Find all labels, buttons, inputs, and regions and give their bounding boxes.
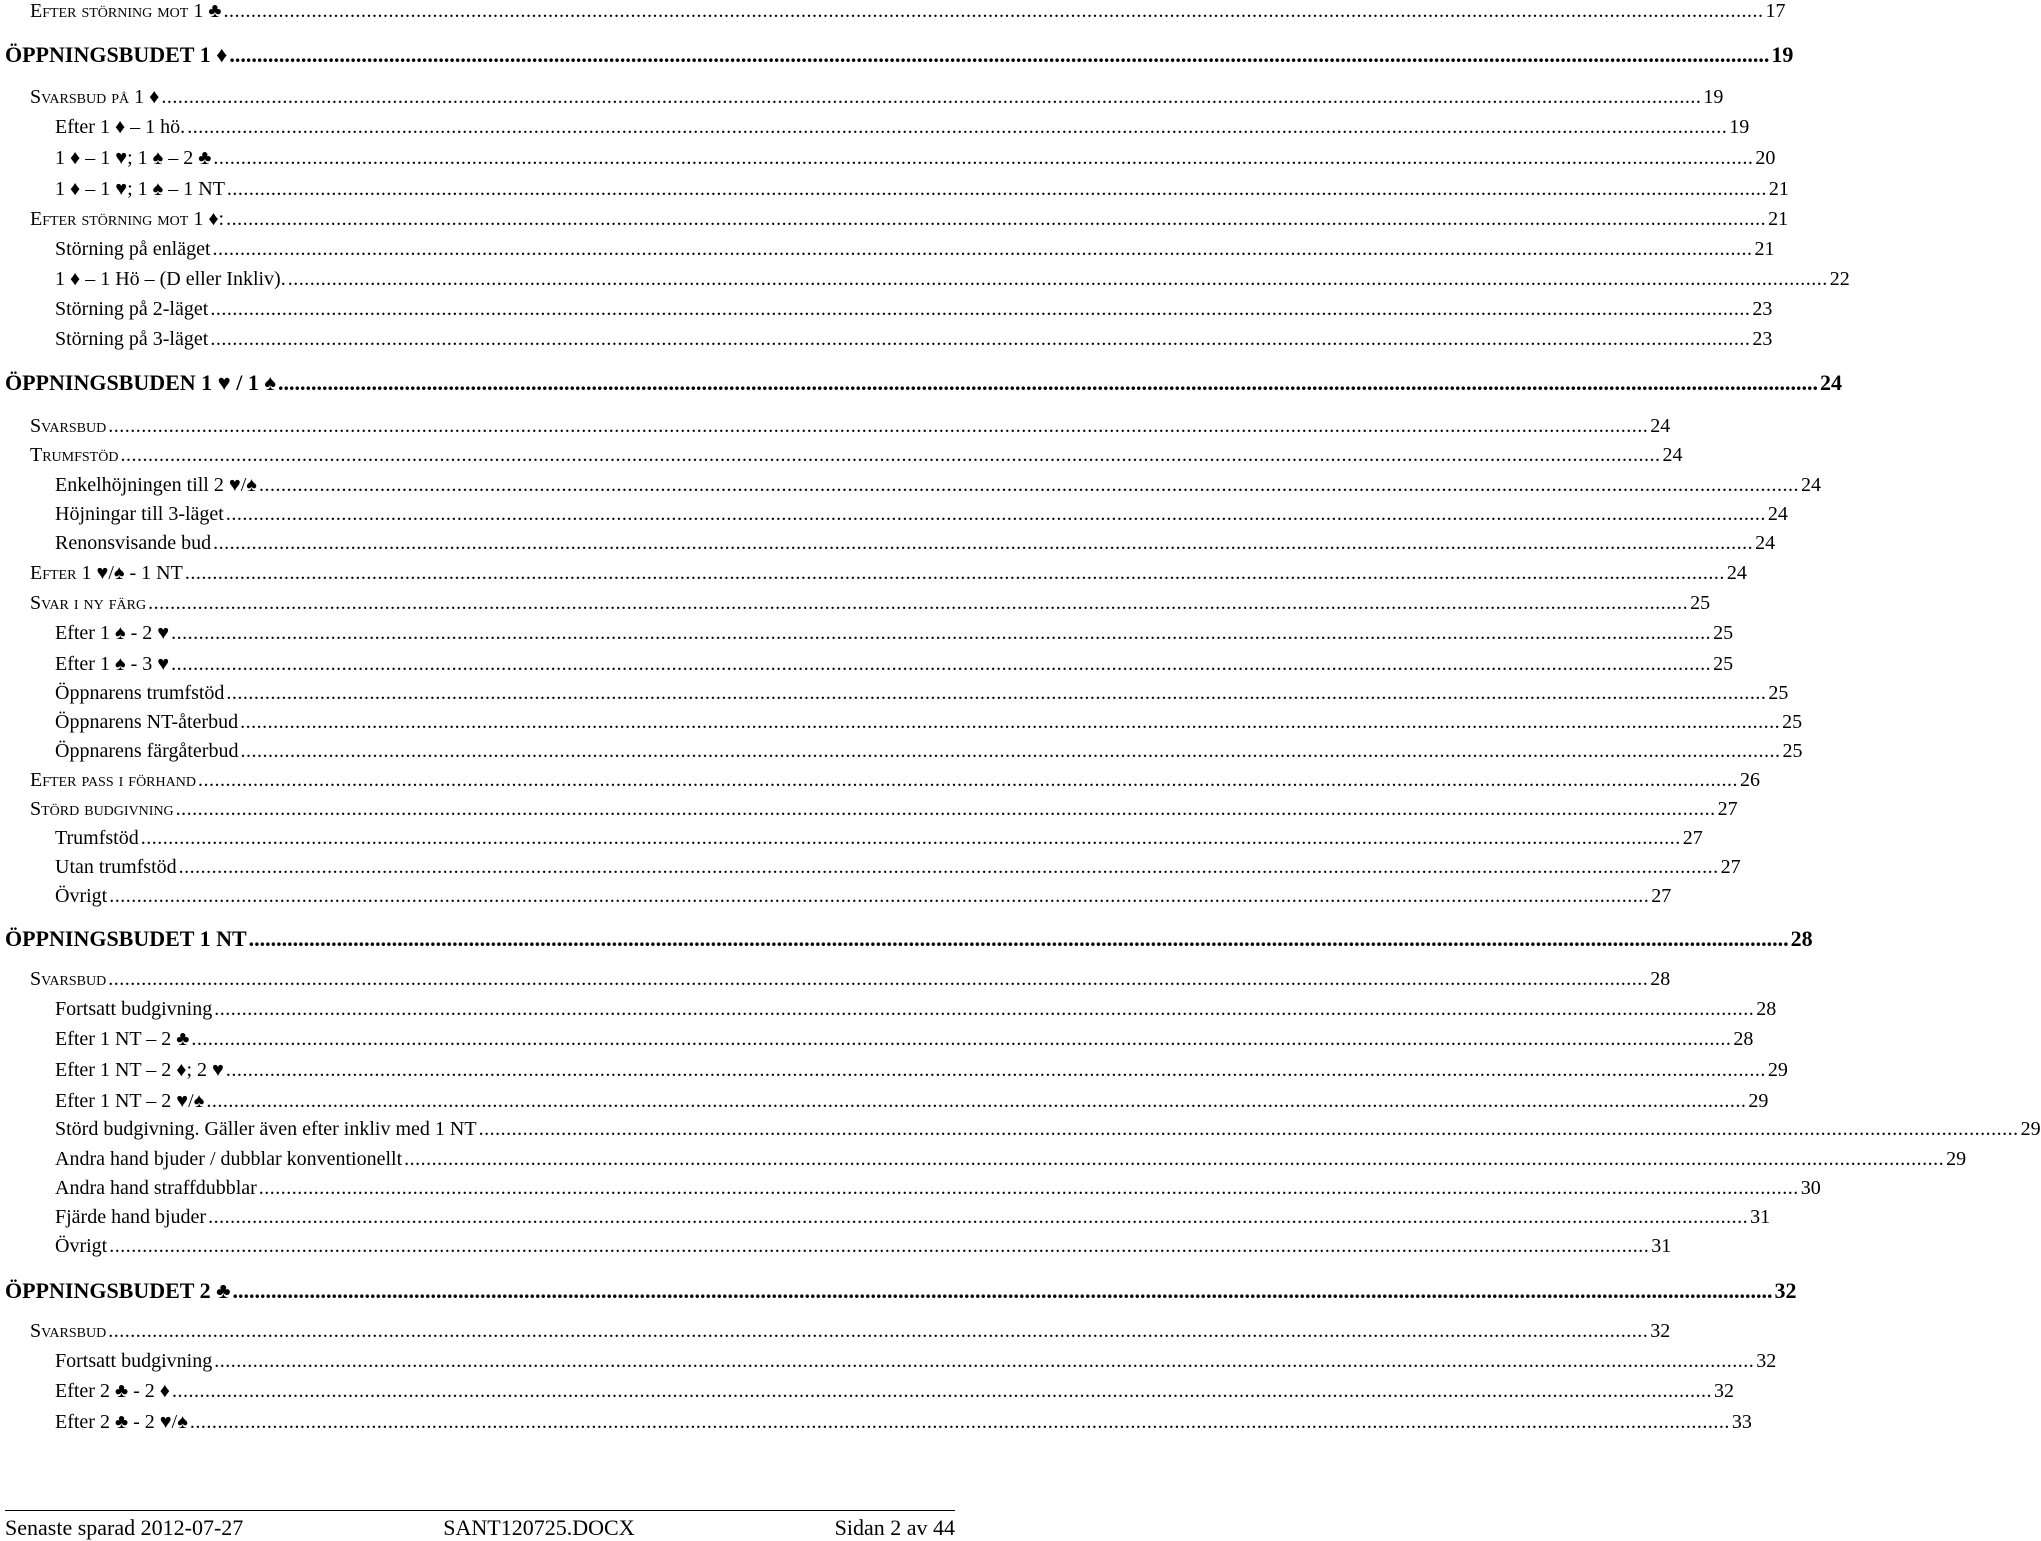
toc-dot-leader (172, 1380, 1712, 1403)
toc-entry[interactable] (0, 711, 1803, 734)
toc-entry-title: Efter 1 ♦ – 1 hö. (55, 116, 186, 138)
toc-entry-page: 25 (1690, 592, 1711, 614)
toc-entry[interactable] (0, 86, 1724, 109)
toc-entry-title: Fortsatt budgivning (55, 998, 213, 1020)
toc-entry[interactable] (0, 885, 1672, 908)
toc-entry-page: 24 (1650, 415, 1671, 437)
toc-entry-title: Störd budgivning. Gäller även efter inkliv med 1 NT (55, 1118, 477, 1140)
toc-entry-page: 25 (1782, 711, 1803, 733)
toc-entry-title: Enkelhöjningen till 2 ♥/♠ (55, 474, 257, 496)
toc-entry-title: ÖPPNINGSBUDEN 1 ♥ / 1 ♠ (5, 370, 277, 395)
toc-entry-page: 26 (1739, 769, 1760, 791)
toc-entry-page: 25 (1782, 740, 1803, 762)
toc-entry-page: 32 (1650, 1320, 1671, 1342)
toc-dot-leader (223, 0, 1763, 23)
toc-dot-leader (213, 532, 1753, 555)
toc-entry[interactable] (0, 298, 1773, 321)
toc-entry-page: 19 (1729, 116, 1750, 138)
toc-entry-title: Trumfstöd (55, 827, 139, 849)
toc-entry-page: 24 (1662, 444, 1683, 466)
toc-entry-page: 27 (1717, 798, 1738, 820)
toc-entry[interactable] (0, 968, 1671, 991)
toc-entry-title: Andra hand bjuder / dubblar konventionellt (55, 1148, 403, 1170)
toc-entry-page: 21 (1768, 178, 1789, 200)
toc-dot-leader (233, 1278, 1773, 1304)
toc-entry[interactable] (0, 653, 1734, 676)
toc-entry[interactable] (0, 856, 1741, 879)
toc-entry[interactable] (0, 415, 1671, 438)
toc-entry-title: Efter 1 ♥/♠ - 1 NT (30, 562, 183, 584)
toc-entry-title: Renonsvisande bud (55, 532, 212, 554)
toc-entry-title: Svar i ny färg (30, 592, 147, 614)
toc-entry-page: 25 (1713, 622, 1734, 644)
toc-entry-title: Öppnarens färgåterbud (55, 740, 239, 762)
toc-entry-page: 28 (1790, 926, 1813, 951)
toc-entry[interactable] (0, 503, 1788, 526)
toc-entry[interactable] (0, 116, 1750, 139)
toc-dot-leader (213, 238, 1753, 261)
toc-entry-page: 31 (1651, 1235, 1672, 1257)
toc-entry[interactable] (0, 1059, 1788, 1082)
toc-dot-leader (108, 968, 1648, 991)
toc-entry[interactable] (0, 42, 1794, 68)
toc-dot-leader (171, 653, 1711, 676)
toc-entry-page: 27 (1720, 856, 1741, 878)
toc-entry-title: Efter 1 ♠ - 2 ♥ (55, 622, 170, 644)
toc-entry[interactable] (0, 1206, 1771, 1229)
toc-dot-leader (141, 827, 1681, 850)
toc-entry-page: 29 (2020, 1118, 2041, 1140)
toc-dot-leader (210, 328, 1750, 351)
toc-entry-title: ÖPPNINGSBUDET 2 ♣ (5, 1278, 231, 1303)
toc-entry-page: 25 (1768, 682, 1789, 704)
toc-entry[interactable] (0, 798, 1738, 821)
toc-entry-page: 19 (1771, 42, 1794, 67)
footer-filename: SANT120725.DOCX (443, 1515, 635, 1540)
toc-entry-title: Störd budgivning (30, 798, 174, 820)
toc-dot-leader (404, 1148, 1944, 1171)
toc-dot-leader (108, 1320, 1648, 1343)
toc-dot-leader (109, 1235, 1649, 1258)
toc-entry-title: Svarsbud (30, 968, 107, 990)
toc-entry[interactable] (0, 1090, 1769, 1113)
toc-dot-leader (161, 86, 1701, 109)
toc-entry-title: Störning på 2-läget (55, 298, 209, 320)
toc-entry[interactable] (0, 682, 1789, 705)
toc-dot-leader (206, 1090, 1746, 1113)
toc-dot-leader (249, 926, 1789, 952)
toc-entry-title: Andra hand straffdubblar (55, 1177, 257, 1199)
toc-entry-title: Öppnarens NT-återbud (55, 711, 239, 733)
toc-entry-page: 24 (1820, 370, 1843, 395)
toc-dot-leader (109, 885, 1649, 908)
toc-dot-leader (227, 178, 1767, 201)
toc-entry[interactable] (0, 1235, 1672, 1258)
toc-dot-leader (179, 856, 1719, 879)
toc-entry[interactable] (0, 0, 1786, 23)
toc-dot-leader (185, 562, 1725, 585)
toc-entry-page: 24 (1726, 562, 1747, 584)
toc-dot-leader (214, 1350, 1754, 1373)
toc-entry-title: 1 ♦ – 1 ♥; 1 ♠ – 2 ♣ (55, 147, 212, 169)
toc-entry[interactable] (0, 238, 1775, 261)
toc-entry-title: Fjärde hand bjuder (55, 1206, 207, 1228)
toc-entry-title: Efter 1 NT – 2 ♦; 2 ♥ (55, 1059, 224, 1081)
toc-entry-page: 22 (1829, 268, 1850, 290)
toc-entry-title: Efter 1 ♠ - 3 ♥ (55, 653, 170, 675)
toc-entry-title: Efter pass i förhand (30, 769, 196, 791)
toc-entry[interactable] (0, 998, 1777, 1021)
toc-entry[interactable] (0, 740, 1803, 763)
toc-entry-title: Övrigt (55, 1235, 108, 1257)
toc-entry-page: 28 (1756, 998, 1777, 1020)
toc-dot-leader (176, 798, 1716, 821)
toc-entry-title: Svarsbud (30, 1320, 107, 1342)
toc-dot-leader (190, 1411, 1730, 1434)
toc-entry[interactable] (0, 1028, 1754, 1051)
toc-entry-page: 29 (1748, 1090, 1769, 1112)
toc-entry[interactable] (0, 769, 1760, 792)
toc-entry-title: Svarsbud (30, 415, 107, 437)
toc-entry-page: 23 (1752, 298, 1773, 320)
footer-saved-date: Senaste sparad 2012-07-27 (5, 1515, 244, 1540)
toc-entry-title: Övrigt (55, 885, 108, 907)
toc-dot-leader (240, 740, 1780, 763)
toc-entry-title: Efter 2 ♣ - 2 ♦ (55, 1380, 170, 1402)
toc-entry-title: Höjningar till 3-läget (55, 503, 224, 525)
toc-dot-leader (214, 998, 1754, 1021)
toc-dot-leader (108, 415, 1648, 438)
toc-entry[interactable] (0, 268, 1850, 291)
toc-entry-title: Svarsbud på 1 ♦ (30, 86, 160, 108)
toc-entry-page: 19 (1703, 86, 1724, 108)
toc-dot-leader (148, 592, 1688, 615)
toc-entry-page: 28 (1650, 968, 1671, 990)
toc-entry-page: 17 (1765, 0, 1786, 22)
toc-entry-page: 32 (1774, 1278, 1797, 1303)
toc-entry-page: 28 (1733, 1028, 1754, 1050)
toc-entry[interactable] (0, 592, 1711, 615)
toc-entry[interactable] (0, 474, 1821, 497)
toc-dot-leader (259, 1177, 1799, 1200)
toc-dot-leader (259, 474, 1799, 497)
toc-entry[interactable] (0, 444, 1683, 467)
toc-entry[interactable] (0, 1411, 1752, 1434)
toc-entry-title: Efter störning mot 1 ♣ (30, 0, 222, 22)
toc-entry-page: 24 (1767, 503, 1788, 525)
toc-entry-page: 25 (1713, 653, 1734, 675)
toc-entry-title: Utan trumfstöd (55, 856, 177, 878)
toc-entry-title: Trumfstöd (30, 444, 119, 466)
toc-entry[interactable] (0, 1320, 1671, 1343)
toc-dot-leader (171, 622, 1711, 645)
toc-entry-page: 27 (1651, 885, 1672, 907)
toc-entry[interactable] (0, 370, 1843, 396)
toc-entry[interactable] (0, 208, 1789, 231)
toc-entry-page: 20 (1755, 147, 1776, 169)
toc-dot-leader (278, 370, 1818, 396)
toc-dot-leader (208, 1206, 1748, 1229)
toc-entry-title: Störning på enläget (55, 238, 211, 260)
toc-entry-title: Störning på 3-läget (55, 328, 209, 350)
toc-dot-leader (229, 42, 1769, 68)
toc-entry-page: 27 (1682, 827, 1703, 849)
toc-entry[interactable] (0, 827, 1703, 850)
toc-dot-leader (198, 769, 1738, 792)
toc-dot-leader (240, 711, 1780, 734)
toc-entry[interactable] (0, 1278, 1797, 1304)
toc-entry-title: Efter 1 NT – 2 ♣ (55, 1028, 190, 1050)
toc-entry-title: ÖPPNINGSBUDET 1 ♦ (5, 42, 228, 67)
toc-entry[interactable] (0, 532, 1776, 555)
toc-entry-title: Öppnarens trumfstöd (55, 682, 225, 704)
toc-entry[interactable] (0, 1380, 1734, 1403)
toc-dot-leader (479, 1118, 2019, 1141)
toc-entry[interactable] (0, 1148, 1967, 1171)
toc-entry-title: 1 ♦ – 1 ♥; 1 ♠ – 1 NT (55, 178, 225, 200)
toc-entry-page: 33 (1731, 1411, 1752, 1433)
toc-entry[interactable] (0, 1118, 2041, 1141)
toc-entry-page: 24 (1755, 532, 1776, 554)
toc-entry-page: 24 (1800, 474, 1821, 496)
toc-dot-leader (210, 298, 1750, 321)
toc-entry[interactable] (0, 1177, 1821, 1200)
footer-page-number: Sidan 2 av 44 (834, 1515, 955, 1540)
toc-dot-leader (226, 682, 1766, 705)
toc-dot-leader (226, 208, 1766, 231)
toc-entry-page: 32 (1713, 1380, 1734, 1402)
toc-dot-leader (187, 116, 1727, 139)
toc-entry-title: Efter 1 NT – 2 ♥/♠ (55, 1090, 205, 1112)
toc-dot-leader (213, 147, 1753, 170)
toc-entry[interactable] (0, 328, 1773, 351)
toc-entry-page: 31 (1750, 1206, 1771, 1228)
toc-entry[interactable] (0, 1350, 1777, 1373)
toc-dot-leader (191, 1028, 1731, 1051)
page-footer (5, 1510, 955, 1541)
toc-dot-leader (226, 1059, 1766, 1082)
toc-entry-title: ÖPPNINGSBUDET 1 NT (5, 926, 247, 951)
toc-entry-title: Efter störning mot 1 ♦: (30, 208, 225, 230)
toc-entry[interactable] (0, 562, 1747, 585)
toc-entry[interactable] (0, 622, 1734, 645)
toc-entry[interactable] (0, 147, 1776, 170)
toc-dot-leader (288, 268, 1828, 291)
toc-dot-leader (226, 503, 1766, 526)
toc-entry-page: 21 (1768, 208, 1789, 230)
toc-entry-page: 29 (1946, 1148, 1967, 1170)
toc-dot-leader (120, 444, 1660, 467)
toc-entry-title: Fortsatt budgivning (55, 1350, 213, 1372)
toc-entry-title: Efter 2 ♣ - 2 ♥/♠ (55, 1411, 188, 1433)
toc-entry-page: 30 (1800, 1177, 1821, 1199)
toc-entry[interactable] (0, 926, 1813, 952)
toc-entry-page: 23 (1752, 328, 1773, 350)
toc-entry-page: 32 (1756, 1350, 1777, 1372)
toc-entry[interactable] (0, 178, 1789, 201)
toc-entry-page: 29 (1767, 1059, 1788, 1081)
toc-entry-page: 21 (1754, 238, 1775, 260)
toc-entry-title: 1 ♦ – 1 Hö – (D eller Inkliv). (55, 268, 286, 290)
